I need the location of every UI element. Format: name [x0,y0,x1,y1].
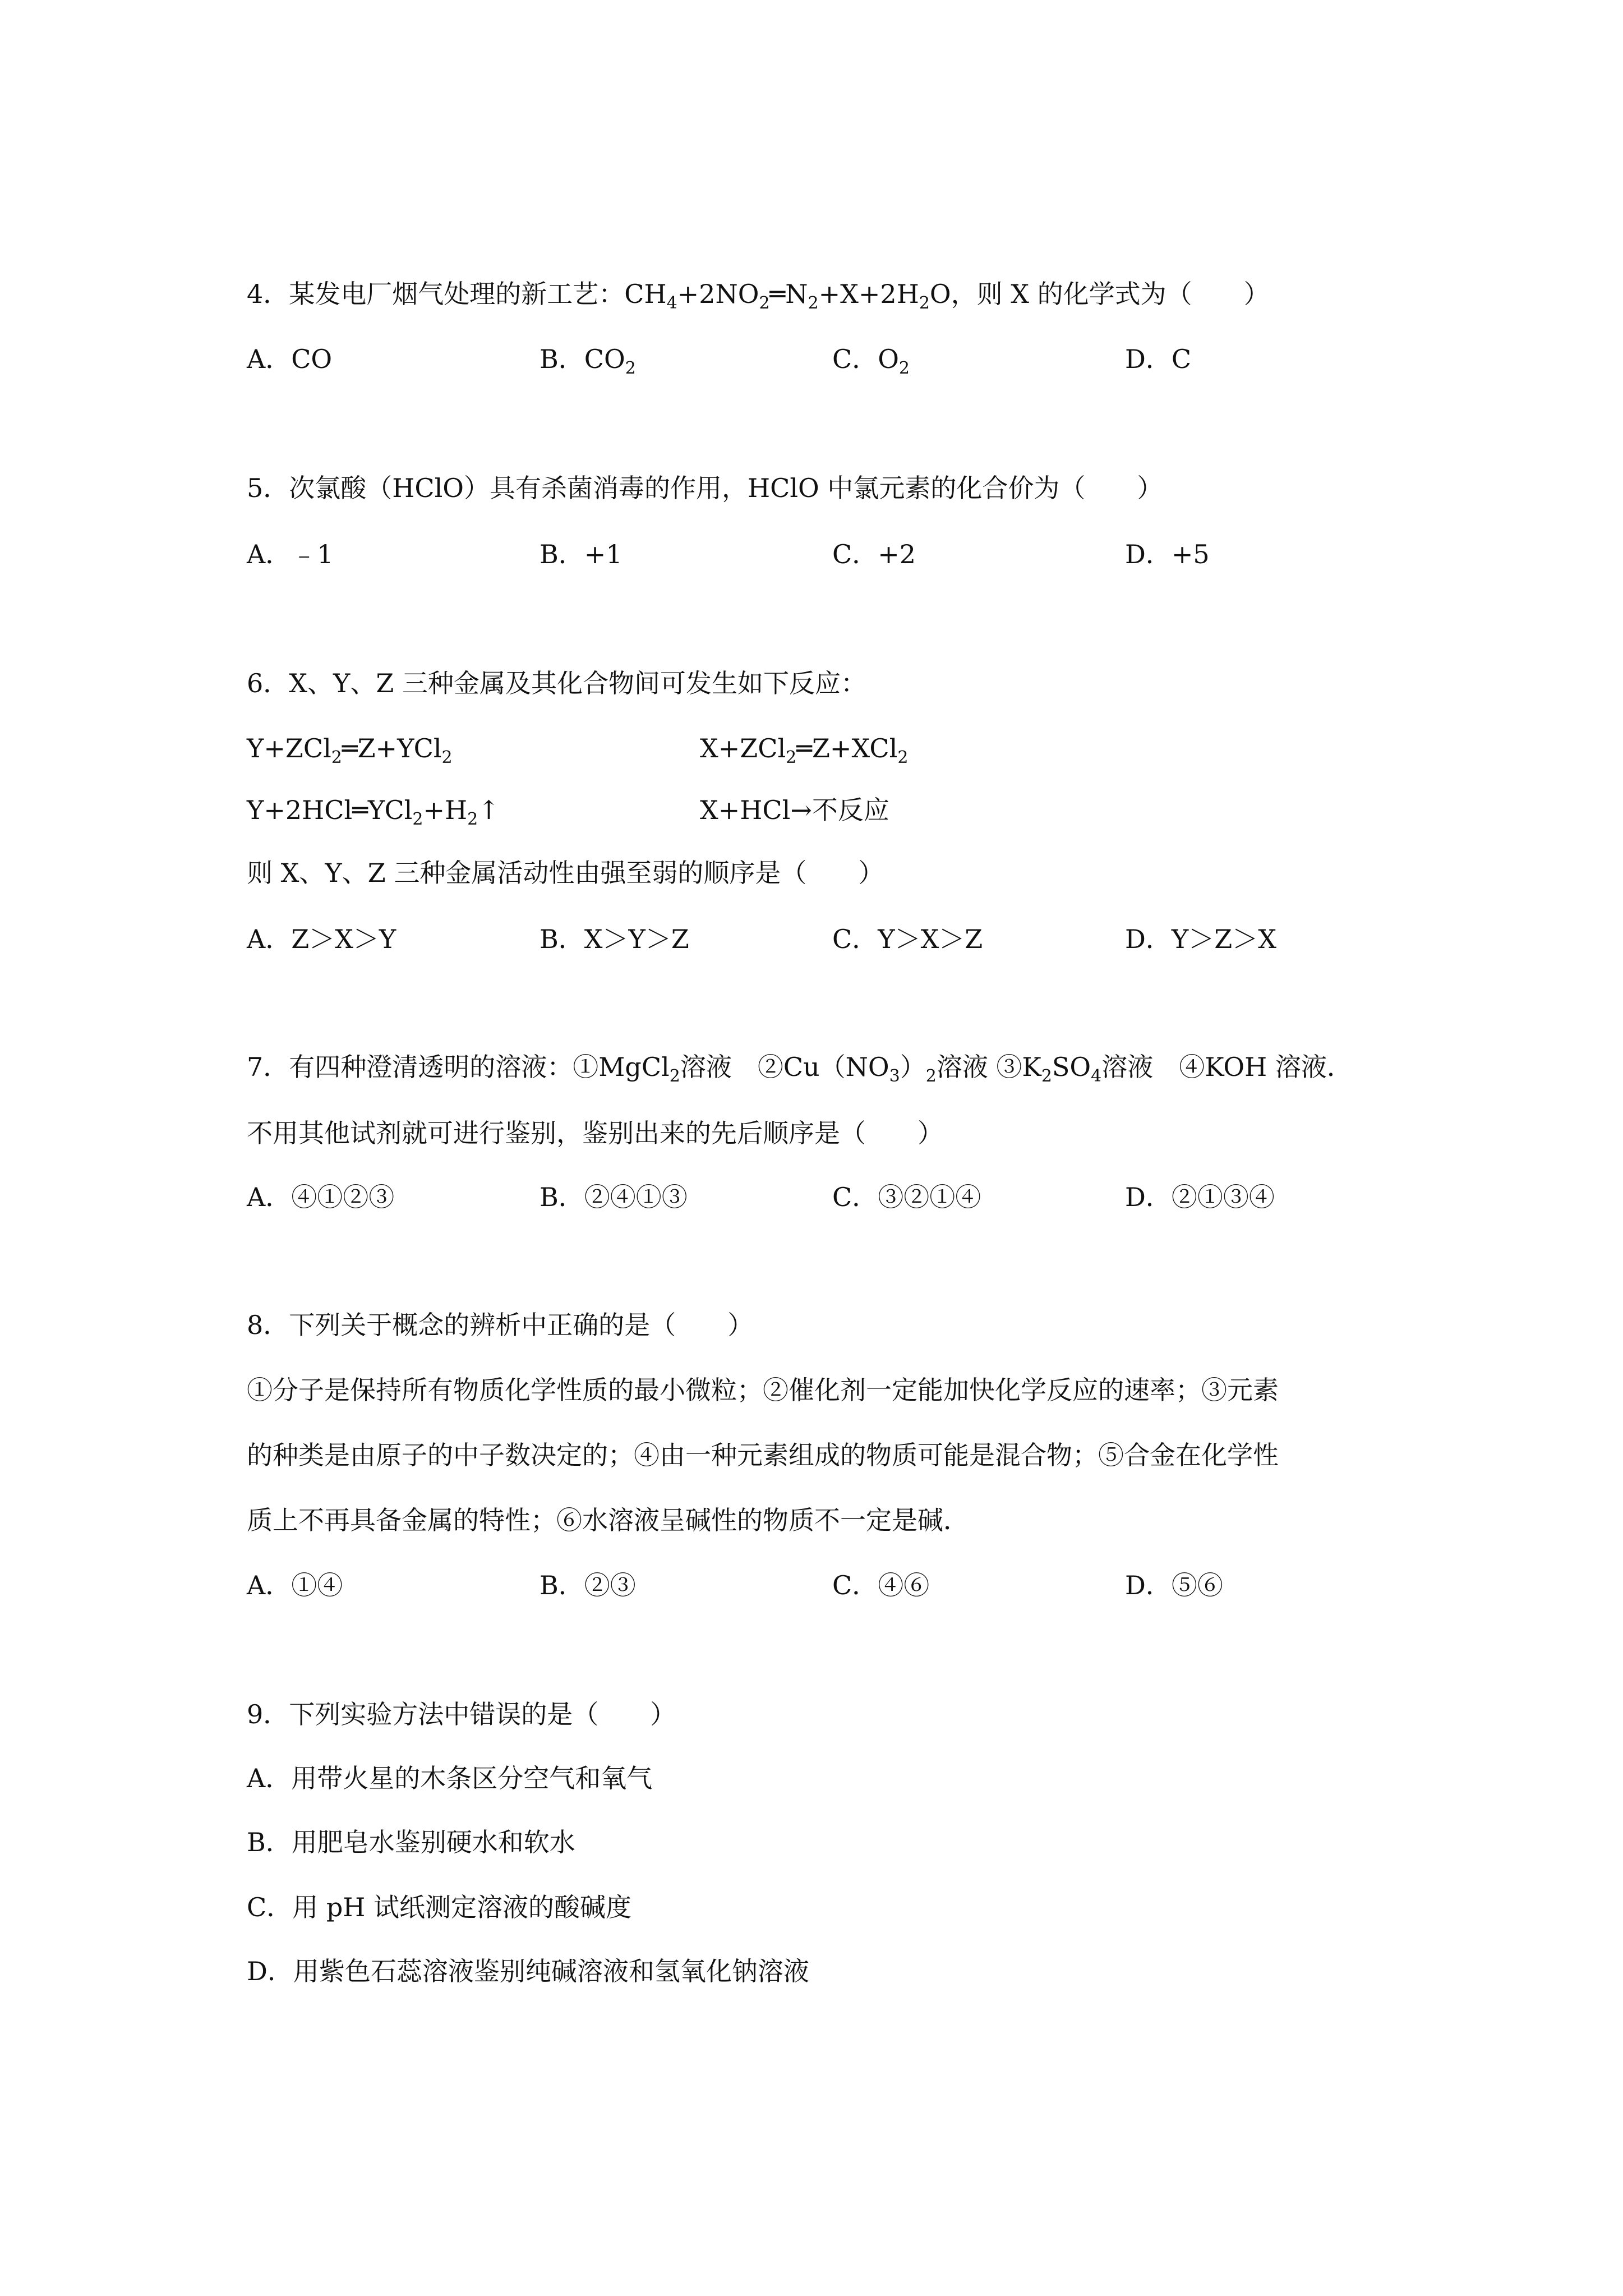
q6-option-c: C．Y＞X＞Z [832,924,983,954]
q7-option-d: D．②①③④ [1125,1182,1275,1212]
q7-option-c: C．③②①④ [832,1182,981,1212]
q6-reaction-3: $Y+2HCl═YCl_2+H_2↑$ [247,795,500,829]
q5-stem: 5．次氯酸（HClO）具有杀菌消毒的作用，HClO 中氯元素的化合价为（ ） [247,473,1163,503]
q7-option-a: A．④①②③ [247,1182,395,1212]
q8-option-d: D．⑤⑥ [1125,1570,1223,1600]
q9-option-b: B．用肥皂水鉴别硬水和软水 [247,1827,575,1857]
q4-option-c: C．$O_2$ [832,344,910,378]
q9-option-c: C．用 pH 试纸测定溶液的酸碱度 [247,1892,632,1922]
q6-reaction-1: Y+ZCl$_2$═Z+YCl$_2$ [247,733,453,767]
q4-option-d: D．C [1125,344,1192,374]
q7-option-b: B．②④①③ [540,1182,688,1212]
q4-option-b: B．$CO_2$ [540,344,636,378]
q4-stem: 4．某发电厂烟气处理的新工艺：$CH_4+2NO_2═N_2+X+2H_2O$，则 X 的化学式为（ ） [247,279,1270,313]
q5-option-c: C．+2 [832,539,916,569]
q8-stem: 8．下列关于概念的辨析中正确的是（ ） [247,1310,754,1340]
q9-option-d: D．用紫色石蕊溶液鉴别纯碱溶液和氢氧化钠溶液 [247,1956,809,1986]
q5-option-b: B．+1 [540,539,623,569]
q6-option-a: A．Z＞X＞Y [247,924,396,954]
q5-option-d: D．+5 [1125,539,1210,569]
q6-reaction-2: X+ZCl$_2$═Z+XCl$_2$ [700,733,909,767]
q9-option-a: A．用带火星的木条区分空气和氧气 [247,1763,653,1793]
q7-stem-line-1: 7．有四种澄清透明的溶液：①MgCl$_2$溶液 $②Cu(NO_3)_2$溶液 $③K_2SO_4$溶液 ④KOH 溶液． [247,1052,1353,1086]
q8-statement-line-2: 的种类是由原子的中子数决定的；④由一种元素组成的物质可能是混合物；⑤合金在化学性 [247,1440,1279,1470]
q6-option-d: D．Y＞Z＞X [1125,924,1276,954]
q8-statement-line-1: ①分子是保持所有物质化学性质的最小微粒；②催化剂一定能加快化学反应的速率；③元素 [247,1375,1279,1405]
q8-option-c: C．④⑥ [832,1570,930,1600]
q5-option-a: A．﹣1 [247,539,334,569]
q8-statement-line-3: 质上不再具备金属的特性；⑥水溶液呈碱性的物质不一定是碱． [247,1505,969,1535]
q6-option-b: B．X＞Y＞Z [540,924,689,954]
q8-option-b: B．②③ [540,1570,636,1600]
q4-option-a: A．CO [247,344,333,374]
q9-stem: 9．下列实验方法中错误的是（ ） [247,1699,676,1729]
q8-option-a: A．①④ [247,1570,343,1600]
q6-question: 则 X、Y、Z 三种金属活动性由强至弱的顺序是（ ） [247,858,884,888]
q6-stem: 6．X、Y、Z 三种金属及其化合物间可发生如下反应： [247,668,866,698]
q7-stem-line-2: 不用其他试剂就可进行鉴别，鉴别出来的先后顺序是（ ） [247,1118,943,1148]
q6-reaction-4: X+HCl→不反应 [700,795,889,825]
